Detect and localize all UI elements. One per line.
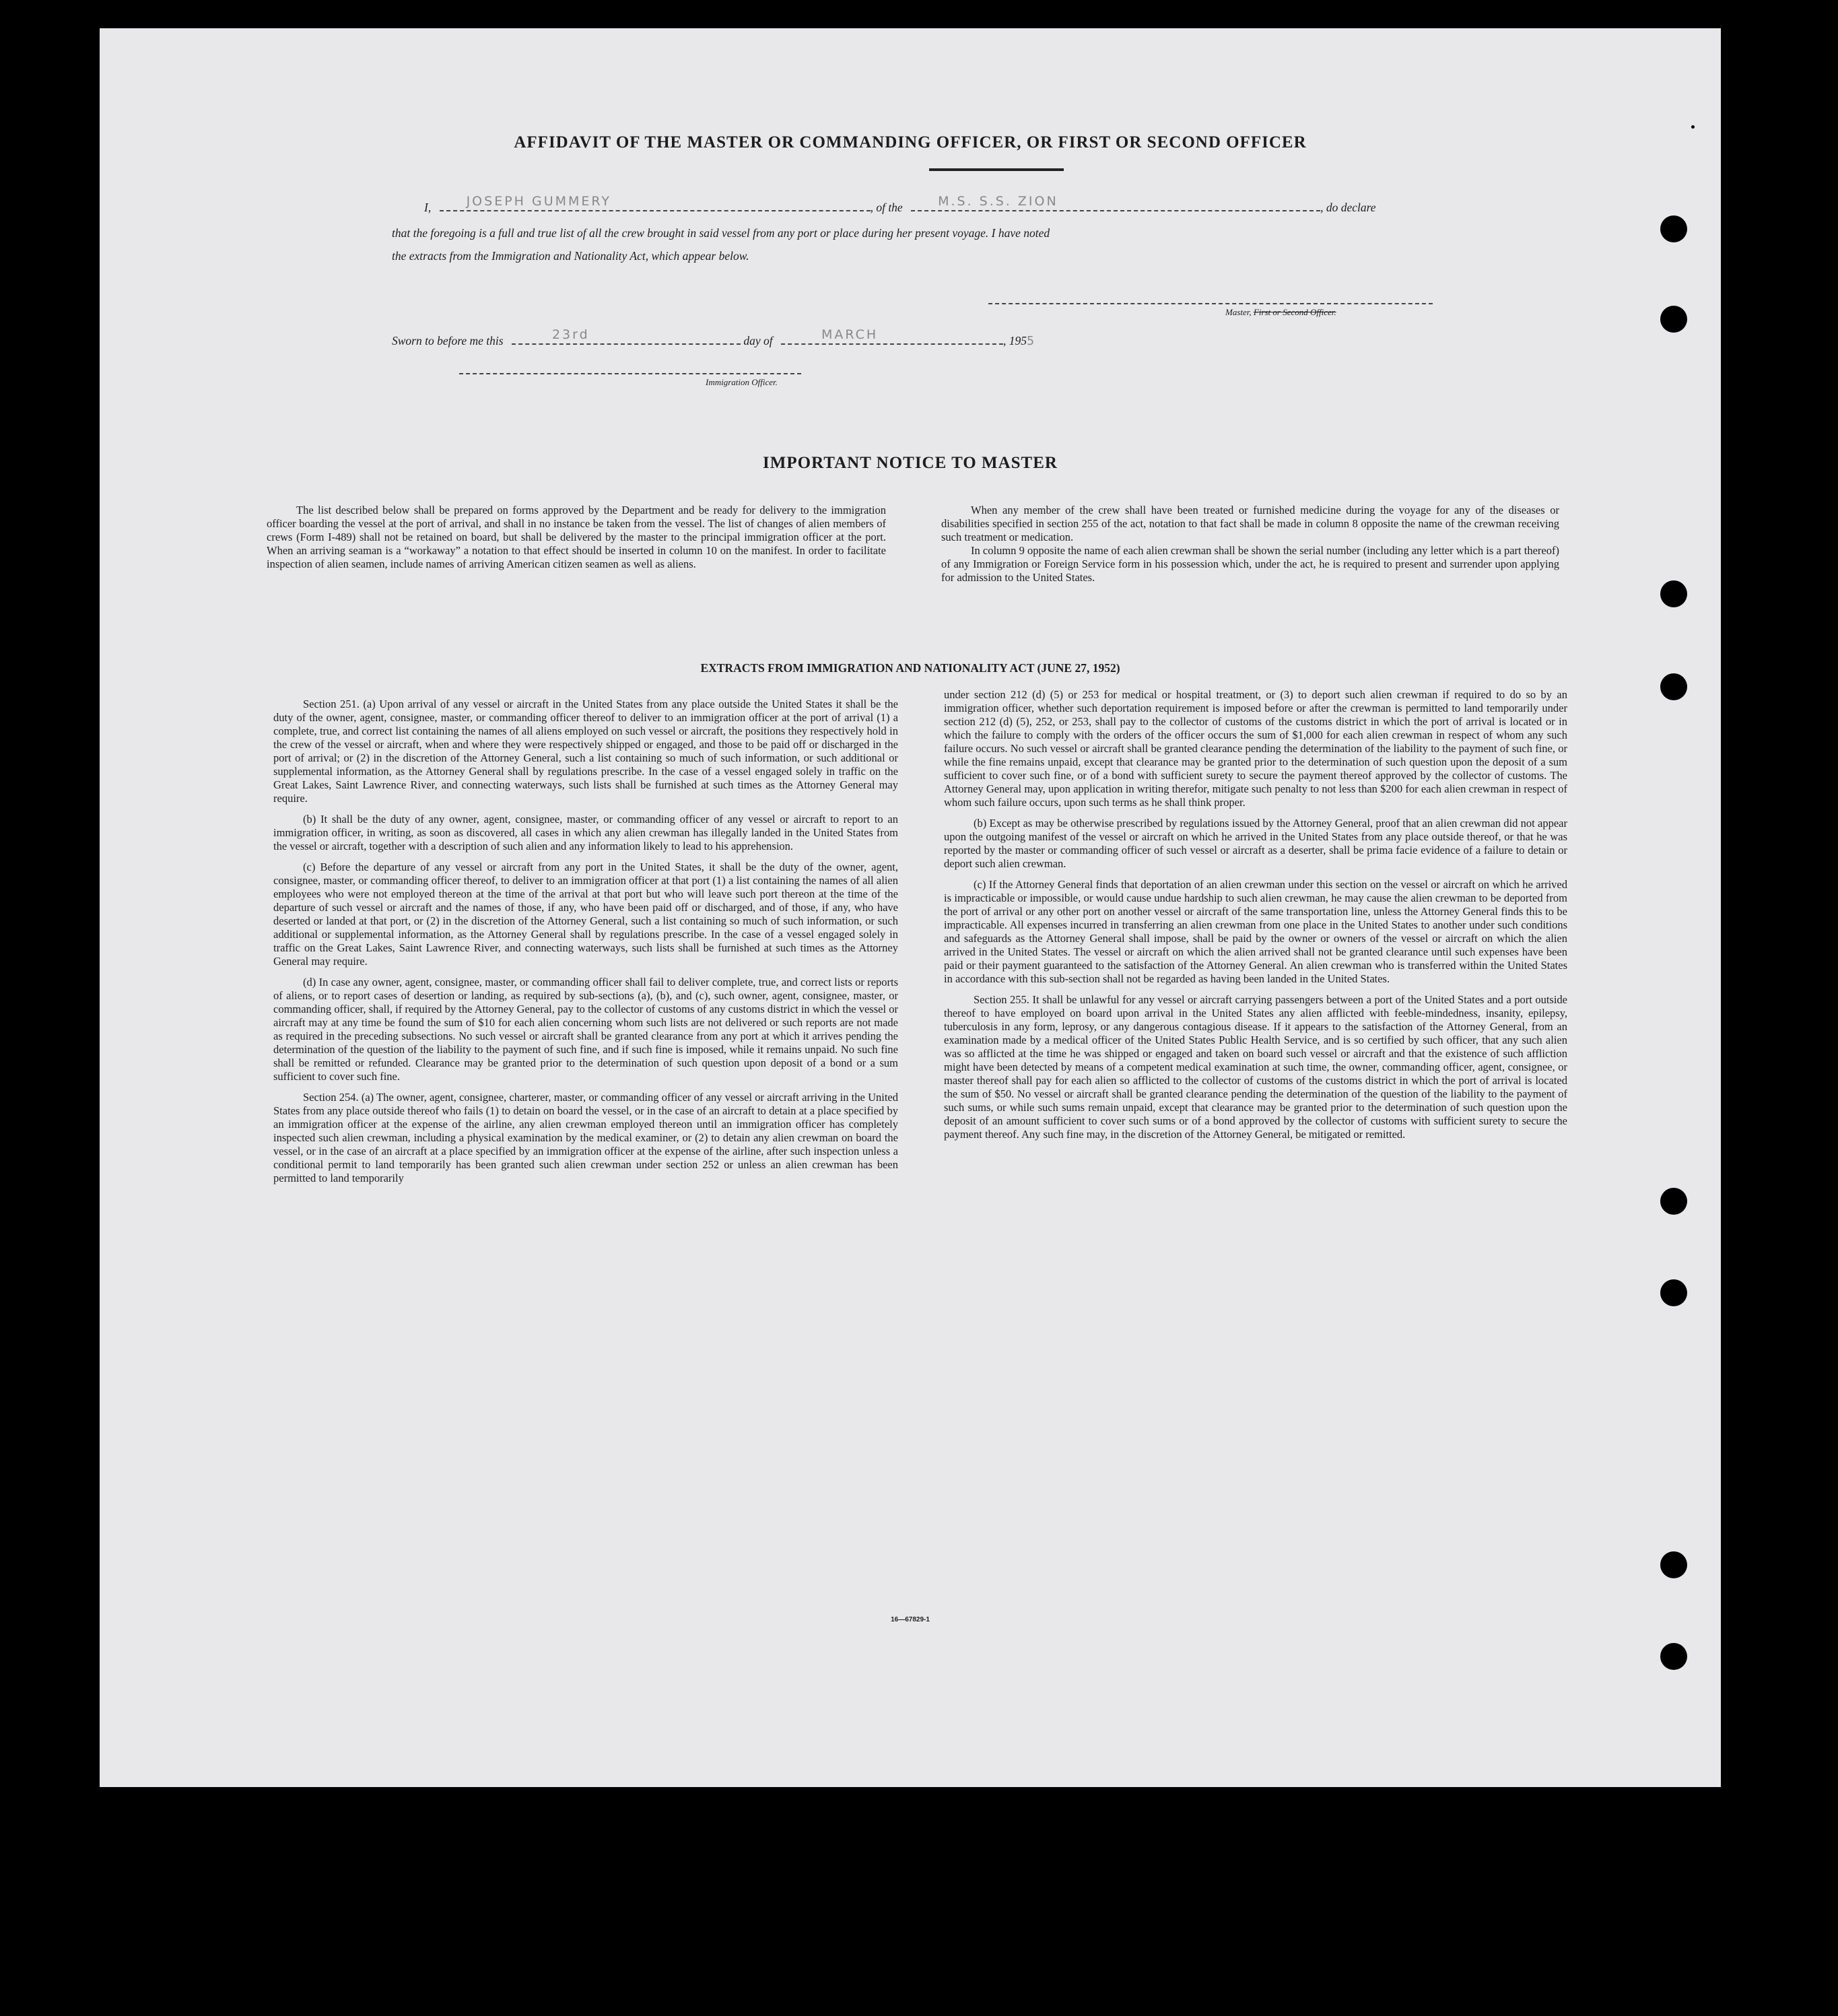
officer-caption: Immigration Officer. [706,377,778,387]
punch-hole [1660,1279,1687,1306]
day-of-label: day of [743,334,773,347]
speck [1691,125,1695,129]
section-paragraph: Section 254. (a) The owner, agent, consignee, charterer, master, or commanding officer of any vessel or aircraft arriving in the United States from any place outside thereof who fails (1) to detain on board the vessel, or in the case of an aircraft to detain at a place specified by an immigration officer at the expense of the airline, any alien crewman employed thereon until an immigration officer has completely inspected such alien crewman, including a physical examination by the medical examiner, or (2) to detain any alien crewman on board the vessel, or in the case of an aircraft at a place specified by an immigration officer at the expense of the airline, after such inspection unless a conditional permit to land temporarily has been granted such alien crewman under section 252 or unless an alien crewman has been permitted to land temporarily [273,1091,898,1184]
name-handwriting: JOSEPH GUMMERY [466,194,611,209]
notice-title: IMPORTANT NOTICE TO MASTER [763,454,1058,472]
document-page [100,28,1721,1787]
affidavit-title: AFFIDAVIT OF THE MASTER OR COMMANDING OFFICER, OR FIRST OR SECOND OFFICER [514,133,1307,152]
sworn-day-handwriting: 23rd [551,327,590,342]
section-paragraph: (c) Before the departure of any vessel or aircraft from any port in the United States, it shall be the duty of the owner, agent, consignee, master, or commanding officer thereof, to deliver to an immigration officer at that port (1) a list containing the names of all alien employees who were not employed thereon at the time of the arrival at that port but who will leave such port thereon at the time of the departure of such vessel or aircraft and the names of those, if any, who have been paid off or discharged, and of those, if any, who have deserted or landed at that port, or (2) in the discretion of the Attorney General, such a list containing so much of such information, or such additional or supplemental information, as the Attorney General shall by regulations prescribe. In the case of a vessel engaged solely in traffic on the Great Lakes, Saint Lawrence River, and connecting waterways, such lists shall be furnished at such times as the Attorney General may require. [273,861,898,968]
notice-paragraph: In column 9 opposite the name of each alien crewman shall be shown the serial number (including any letter which is a part thereof) of any Immigration or Foreign Service form in his possession which, under the act, he is required to present and surrender upon applying for admission to the United States. [941,544,1559,584]
declaration-text-1: that the foregoing is a full and true list of all the crew brought in said vessel from any port or place during her present voyage. I have noted [392,226,1050,240]
section-paragraph: (c) If the Attorney General finds that deportation of an alien crewman under this section on the vessel or aircraft on which he arrived is impracticable or impossible, or would cause undue hardship to such alien crewman, he may cause the alien crewman to be deported from the port of arrival or any other port on another vessel or aircraft of the same transportation line, unless the Attorney General finds this to be impracticable. All expenses incurred in transferring an alien crewman from one place in the United States to another under such conditions and safeguards as the Attorney General shall impose, shall be paid by the owner or owners of the vessel or aircraft on which the alien arrived in the United States. The vessel or aircraft on which the alien arrived shall not be granted clearance until such expenses have been paid or their payment guaranteed to the satisfaction of the Attorney General. An alien crewman who is transferred within the United States in accordance with this sub-section shall not be regarded as having been landed in the United States. [944,878,1567,985]
notice-left-column [267,504,886,571]
section-paragraph: Section 255. It shall be unlawful for any vessel or aircraft carrying passengers between a port of the United States and a port outside thereof to have employed on board upon arrival in the United States any alien afflicted with feeble-mindedness, insanity, epilepsy, tuberculosis in any form, leprosy, or any dangerous contagious disease. If it appears to the satisfaction of the Attorney General, from an examination made by a medical officer of the United States Public Health Service, and is so certified by such officer, that any such alien was so afflicted at the time he was shipped or engaged and taken on board such vessel or aircraft and that the existence of such affliction might have been detected by means of a competent medical examination at such time, the owner, commanding officer, agent, consignee, or master thereof shall pay for each alien so afflicted to the collector of customs of the customs district in which the port of arrival is located the sum of $50. No vessel or aircraft shall be granted clearance pending the determination of the question of the liability to the payment of such sums, or while such sums remain unpaid, except that clearance may be granted prior to the determination of such question upon the deposit of an amount sufficient to cover such sums or of a bond approved by the collector of customs with sufficient surety to secure the payment thereof. Any such fine may, in the discretion of the Attorney General, be mitigated or remitted. [944,993,1567,1141]
punch-hole [1660,1551,1687,1578]
section-paragraph: Section 251. (a) Upon arrival of any vessel or aircraft in the United States from any place outside the United States it shall be the duty of the owner, agent, consignee, master, or commanding officer thereof to deliver to an immigration officer at the port of arrival (1) a complete, true, and correct list containing the names of all aliens employed on such vessel or aircraft, the positions they respectively hold in the crew of the vessel or aircraft, when and where they were respectively shipped or engaged, and those to be paid off or discharged in the port of arrival; or (2) in the discretion of the Attorney General, such a list containing so much of such information, or such additional or supplemental information, as the Attorney General shall by regulations prescribe. In the case of a vessel engaged solely in traffic on the Great Lakes, Saint Lawrence River, and connecting waterways, such lists shall be furnished at such times as the Attorney General may require. [273,698,898,805]
punch-hole [1660,1643,1687,1670]
year-prefix: , 195 [1002,334,1027,347]
vessel-field [911,194,1320,211]
signature-caption [1225,307,1336,318]
master-label: Master, [1225,307,1252,317]
extracts-left-column [273,698,898,1185]
i-label: I, [424,201,432,214]
notice-paragraph: The list described below shall be prepared on forms approved by the Department and be ready for delivery to the immigration officer boarding the vessel at the port of arrival, and shall in no instance be taken from the vessel. The list of changes of alien members of crews (Form I-489) shall not be retained on board, but shall be delivered by the master to the principal immigration officer at the port. When an arriving seaman is a “workaway” a notation to that effect should be inserted in column 10 on the manifest. In order to facilitate inspection of alien seamen, include names of arriving American citizen seamen as well as aliens. [267,504,886,570]
sworn-month-handwriting: MARCH [821,327,879,342]
punch-hole [1660,580,1687,607]
extracts-right-column [944,688,1567,1141]
title-rule [929,168,1064,171]
notice-paragraph: When any member of the crew shall have been treated or furnished medicine during the voyage for any of the diseases or disabilities specified in section 255 of the act, notation to that fact shall be made in column 8 opposite the name of the crewman receiving such treatment or medication. [941,504,1559,543]
extracts-title: EXTRACTS FROM IMMIGRATION AND NATIONALITY ACT (JUNE 27, 1952) [700,661,1120,675]
struck-officer-label: First or Second Officer. [1253,307,1336,317]
signature-line [988,303,1433,304]
do-declare-label: , do declare [1320,201,1376,214]
name-field [440,194,871,211]
form-number: 16—67829-1 [891,1616,930,1623]
officer-signature-line [459,373,801,374]
punch-hole [1660,673,1687,700]
year-handwriting: 5 [1026,335,1035,348]
section-paragraph: (b) Except as may be otherwise prescribed by regulations issued by the Attorney General, proof that an alien crewman did not appear upon the outgoing manifest of the vessel or aircraft on which he arrived in the United States from any place outside thereof, or that he was reported by the master or commanding officer of such vessel or aircraft as a deserter, shall be prima facie evidence of a failure to detain or deport such alien crewman. [944,817,1567,870]
vessel-handwriting: M.S. S.S. ZION [938,194,1058,209]
section-paragraph: under section 212 (d) (5) or 253 for medical or hospital treatment, or (3) to deport such alien crewman if required to do so by an immigration officer, whether such deportation requirement is imposed before or after the crewman is permitted to land temporarily under section 212 (d) (5), 252, or 253, shall pay to the collector of customs of the customs district in which the port of arrival is located or in which the failure to comply with the orders of the officer occurs the sum of $1,000 for each alien crewman in respect of whom any such failure occurs. No such vessel or aircraft shall be granted clearance pending the determination of the liability to the payment of such fine, or while the fine remains unpaid, except that clearance may be granted prior to the determination of such question upon the deposit of a sum sufficient to cover such fine, or of a bond with sufficient surety to secure the payment thereof approved by the collector of customs. The Attorney General may, upon application in writing therefor, mitigate such penalty to not less than $200 for each alien crewman in respect of whom such failure occurs, upon such terms as he shall think proper. [944,688,1567,809]
sworn-line [392,327,1035,348]
notice-right-column [941,504,1559,584]
sworn-day-field [512,327,741,345]
punch-hole [1660,215,1687,242]
declaration-name-line [424,194,1376,215]
section-paragraph: (d) In case any owner, agent, consignee, master, or commanding officer shall fail to deliver complete, true, and correct lists or reports of aliens, or to report cases of desertion or landing, as required by sub-sections (a), (b), and (c), such owner, agent, consignee, master, or commanding officer, shall, if required by the Attorney General, pay to the collector of customs of any customs district in which the vessel or aircraft may at any time be found the sum of $10 for each alien concerning whom such lists are not delivered or such reports are not made as required in the preceding subsections. No such vessel or aircraft shall be granted clearance from any port at which it arrives pending the determination of the question of the liability to the payment of such fine, and if such fine is imposed, while it remains unpaid. No such fine shall be remitted or refunded. Clearance may be granted prior to the determination of such question upon deposit of a bond or a sum sufficient to cover such fine. [273,976,898,1083]
punch-hole [1660,1188,1687,1215]
of-the-label: , of the [870,201,903,214]
section-paragraph: (b) It shall be the duty of any owner, agent, consignee, master, or commanding officer of any vessel or aircraft to report to an immigration officer, in writing, as soon as discovered, all cases in which any alien crewman has illegally landed in the United States from the vessel or aircraft, together with a description of such alien and any information likely to lead to his apprehension. [273,813,898,852]
punch-hole [1660,306,1687,333]
sworn-month-field [781,327,1003,345]
sworn-label: Sworn to before me this [392,334,504,347]
declaration-text-2: the extracts from the Immigration and Nationality Act, which appear below. [392,249,749,263]
